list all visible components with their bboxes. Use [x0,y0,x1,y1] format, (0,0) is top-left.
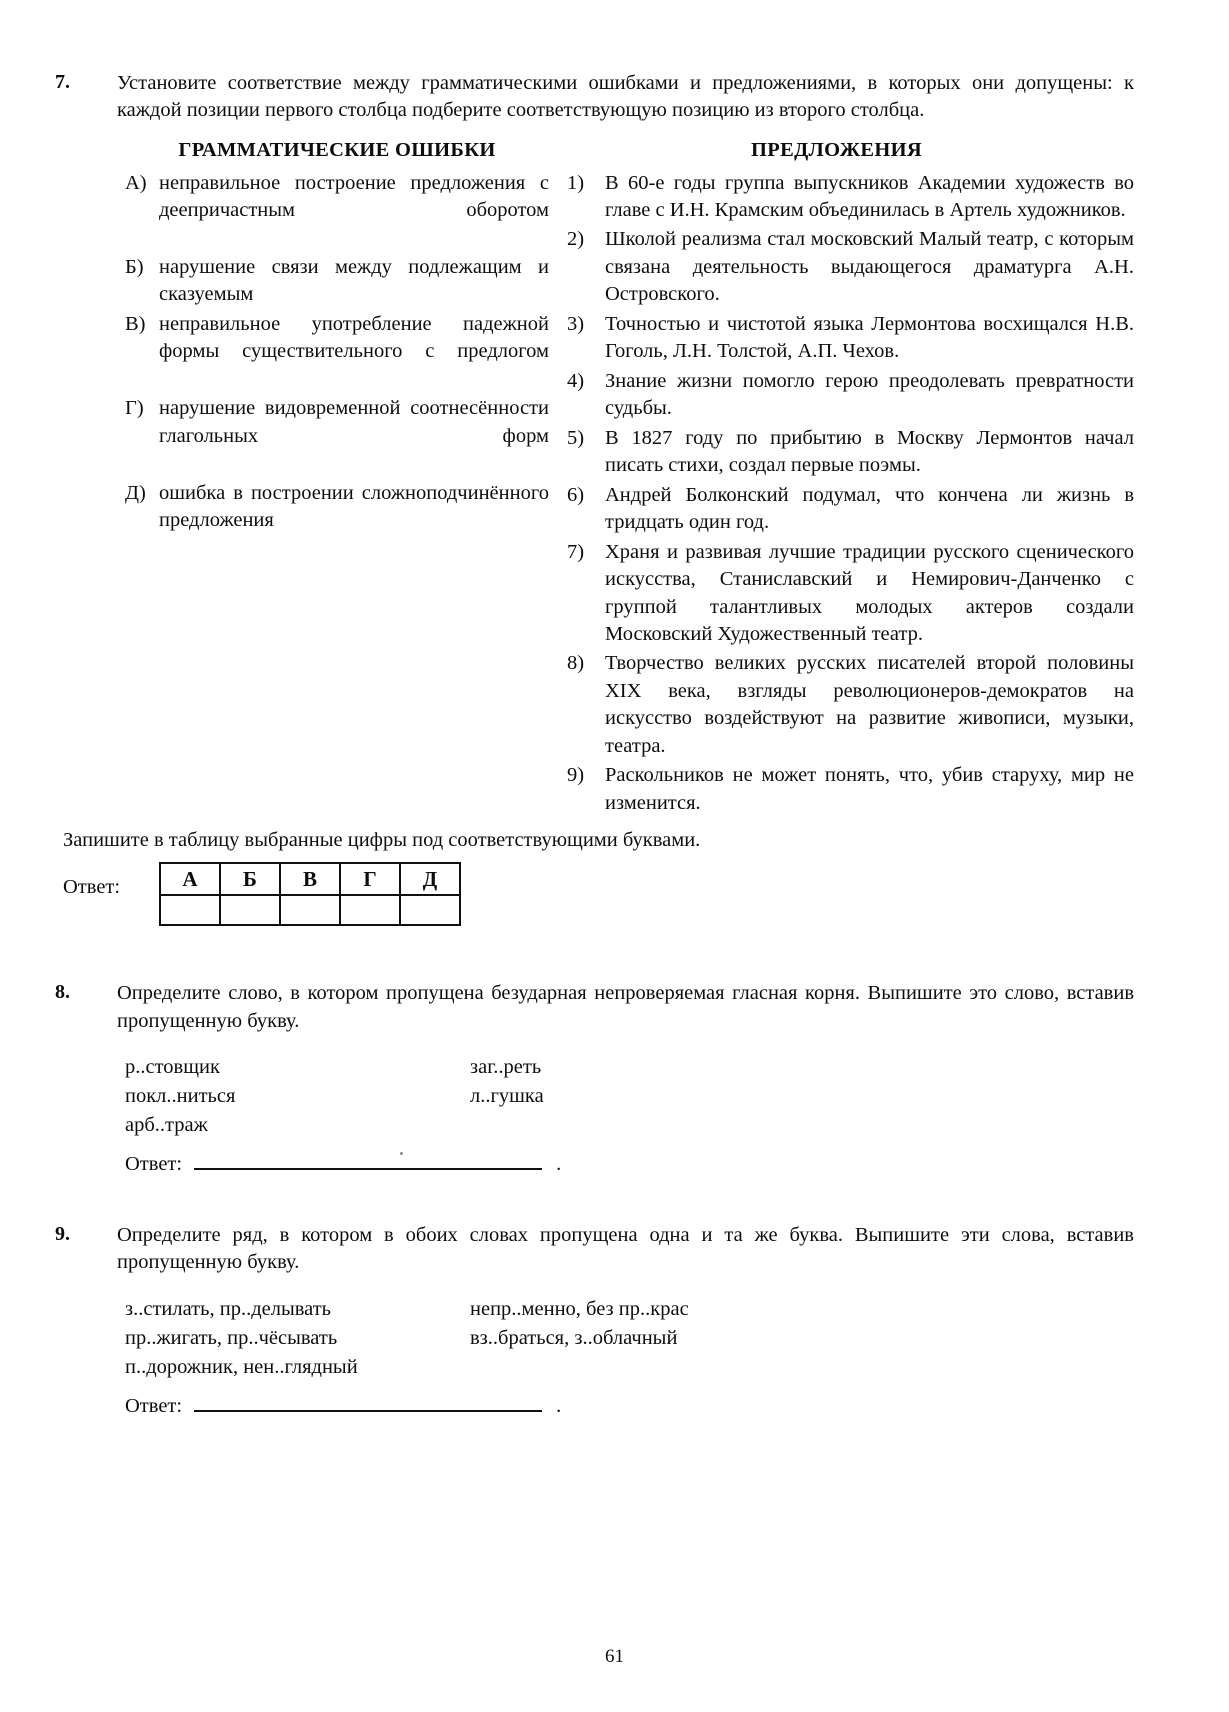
list-item [125,311,549,393]
sentences-column [549,139,1134,820]
list-item [567,368,1134,423]
task-8-body [117,980,1134,1176]
item-text: нарушение видовременной соотнесённости глагольных форм [159,397,549,447]
answer-header-cell: Г [340,863,400,895]
answer-table [159,862,461,926]
word-cell: р..стовщик [125,1055,220,1078]
word-row [125,1353,1134,1382]
item-text: Точностью и чистотой языка Лермонтова восхищался Н.В. Гоголь, Л.Н. Толстой, А.П. Чехов. [605,312,1134,363]
task-9-word-list [117,1295,1134,1382]
answer-header-cell: А [160,863,220,895]
answer-input-cell[interactable] [220,895,280,925]
word-cell [470,1353,1134,1382]
task-9-answer-line [117,1394,1134,1418]
sentences-heading: ПРЕДЛОЖЕНИЯ [751,138,922,161]
list-item [125,480,549,535]
list-item [125,254,549,309]
task-7-body [117,70,1134,819]
answer-input-blank[interactable] [194,1152,542,1170]
item-text: неправильное употребление падежной формы существительного с предлогом [159,312,549,363]
task-8-answer-line [117,1152,1134,1176]
list-item [567,650,1134,760]
word-cell [470,1111,1134,1140]
item-text: нарушение связи между подлежащим и сказуемым [159,255,549,306]
item-marker: 9) [567,764,585,787]
item-marker: 2) [567,228,585,251]
word-cell: пр..жигать, пр..чёсывать [125,1326,338,1349]
answer-header-cell: В [280,863,340,895]
word-row [125,1295,1134,1324]
item-marker: 5) [567,426,585,449]
item-text: Знание жизни помогло герою преодолевать превратности судьбы. [605,369,1134,420]
task-7-answer-row [55,862,1134,926]
item-text: Школой реализма стал московский Малый театр, с которым связана деятельность выдающегося драматурга А.Н. Островского. [605,228,1134,306]
list-item [567,482,1134,537]
answer-label: Ответ: [125,1153,183,1176]
spacer [55,926,1134,980]
word-cell: заг..реть [470,1055,542,1078]
word-row [125,1053,1134,1082]
matching-columns [117,139,1134,820]
page-speck [400,1152,403,1155]
list-item [567,762,1134,817]
spacer [55,1176,1134,1222]
item-text: Андрей Болконский подумал, что кончена ли жизнь в тридцать один год. [605,483,1134,534]
task-7-stem: Установите соответствие между грамматическими ошибками и предложениями, в которых они допущены: к каждой позиции первого столбца подберите соответствующую позицию из второго столбца. [117,72,1134,122]
word-cell: вз..браться, з..облачный [470,1326,678,1349]
item-marker: А) [125,171,147,194]
answer-header-cell: Б [220,863,280,895]
item-marker: Д) [125,481,146,504]
list-item [567,425,1134,480]
answer-input-blank[interactable] [194,1394,542,1412]
task-7 [55,70,1134,819]
task-8 [55,980,1134,1176]
answer-input-cell[interactable] [340,895,400,925]
answer-period: . [556,1394,562,1417]
item-marker: 7) [567,540,585,563]
answer-label: Ответ: [63,876,121,899]
item-marker: Г) [125,397,144,420]
list-item [125,395,549,477]
errors-heading: ГРАММАТИЧЕСКИЕ ОШИБКИ [178,138,496,161]
word-cell: непр..менно, без пр..крас [470,1297,689,1320]
list-item [567,539,1134,649]
item-text: ошибка в построении сложноподчинённого предложения [159,481,549,532]
word-cell: п..дорожник, нен..глядный [125,1355,358,1378]
errors-column [117,139,549,820]
list-item [125,170,549,252]
word-cell: покл..ниться [125,1084,236,1107]
word-cell: арб..траж [125,1114,208,1136]
answer-header-cell: Д [400,863,460,895]
answer-table-input-row[interactable] [160,895,460,925]
answer-table-header-row [160,863,460,895]
item-marker: В) [125,312,146,335]
word-cell: з..стилать, пр..делывать [125,1297,332,1320]
task-9-stem: Определите ряд, в котором в обоих словах пропущена одна и та же буква. Выпишите эти слова, вставив пропущенную букву. [117,1224,1134,1274]
word-row [125,1324,1134,1353]
item-text: В 1827 году по прибытию в Москву Лермонтов начал писать стихи, создал первые поэмы. [605,426,1134,477]
item-text: Раскольников не может понять, что, убив старуху, мир не изменится. [605,764,1134,814]
item-marker: Б) [125,255,144,278]
answer-period: . [556,1153,562,1176]
page-number: 61 [605,1646,624,1667]
task-8-number: 8. [55,981,70,1004]
item-marker: 8) [567,652,585,675]
answer-input-cell[interactable] [160,895,220,925]
task-9 [55,1222,1134,1418]
item-marker: 4) [567,369,585,392]
task-7-number: 7. [55,71,70,93]
word-row [125,1111,1134,1140]
word-row [125,1082,1134,1111]
list-item [567,311,1134,366]
answer-label: Ответ: [125,1394,183,1417]
list-item [567,226,1134,308]
item-text: В 60-е годы группа выпускников Академии художеств во главе с И.Н. Крамским объединилась в Артель художников. [605,171,1134,221]
word-cell: л..гушка [470,1084,544,1107]
answer-input-cell[interactable] [400,895,460,925]
list-item [567,170,1134,225]
item-marker: 3) [567,312,585,335]
task-9-body [117,1222,1134,1418]
answer-input-cell[interactable] [280,895,340,925]
item-text: Храня и развивая лучшие традиции русского сценического искусства, Станиславский и Немирович-Данченко с группой талантливых молодых актеров создали Московский Художественный театр. [605,540,1134,645]
task-8-word-list [117,1053,1134,1140]
item-text: Творчество великих русских писателей второй половины XIX века, взгляды революционеров-демократов на искусство воздействуют на развитие живописи, музыки, театра. [605,652,1134,757]
task-9-number: 9. [55,1223,70,1246]
item-marker: 6) [567,483,585,506]
item-marker: 1) [567,171,585,194]
task-7-note: Запишите в таблицу выбранные цифры под соответствующими буквами. [63,829,701,852]
item-text: неправильное построение предложения с деепричастным оборотом [159,171,549,221]
task-8-stem: Определите слово, в котором пропущена безударная непроверяемая гласная корня. Выпишите это слово, вставив пропущенную букву. [117,982,1134,1032]
